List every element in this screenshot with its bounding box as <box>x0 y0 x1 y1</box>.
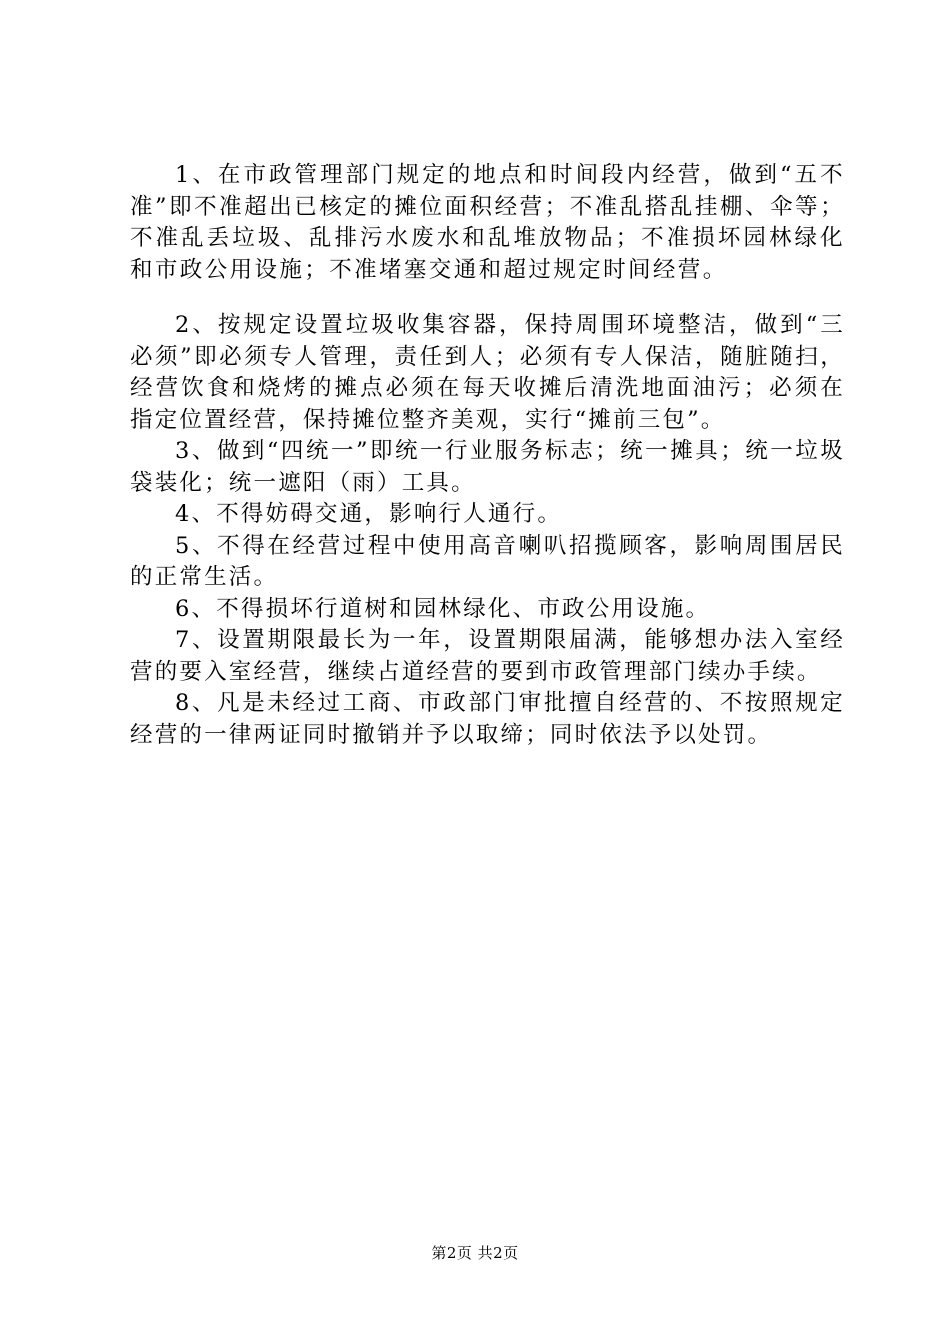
paragraph-4: 4、不得妨碍交通，影响行人通行。 <box>175 501 563 527</box>
paragraph-6: 6、不得损坏行道树和园林绿化、市政公用设施。 <box>175 595 711 622</box>
paragraph-3: 3、做到“四统一”即统一行业服务标志；统一摊具；统一垃圾袋装化；统一遮阳（雨）工具。 <box>130 438 845 496</box>
paragraph-2: 2、按规定设置垃圾收集容器，保持周围环境整洁，做到“三必须”即必须专人管理，责任到人；必须有专人保洁，随脏随扫，经营饮食和烧烤的摊点必须在每天收摊后清洗地面油污；必须在指定位置经营，保持摊位整齐美观，实行“摊前三包”。 <box>130 312 845 433</box>
document-body <box>130 160 845 751</box>
paragraph-7: 7、设置期限最长为一年，设置期限届满，能够想办法入室经营的要入室经营，继续占道经营的要到市政管理部门续办手续。 <box>130 627 845 685</box>
paragraph-1: 1、在市政管理部门规定的地点和时间段内经营，做到“五不准”即不准超出已核定的摊位面积经营；不准乱搭乱挂棚、伞等；不准乱丢垃圾、乱排污水废水和乱堆放物品；不准损坏园林绿化和市政公用设施；不准堵塞交通和超过规定时间经营。 <box>130 162 845 283</box>
paragraph-8: 8、凡是未经过工商、市政部门审批擅自经营的、不按照规定经营的一律两证同时撤销并予以取缔；同时依法予以处罚。 <box>130 690 845 748</box>
page-footer: 第2页 共2页 <box>431 1244 519 1262</box>
paragraph-5: 5、不得在经营过程中使用高音喇叭招揽顾客，影响周围居民的正常生活。 <box>130 532 845 590</box>
